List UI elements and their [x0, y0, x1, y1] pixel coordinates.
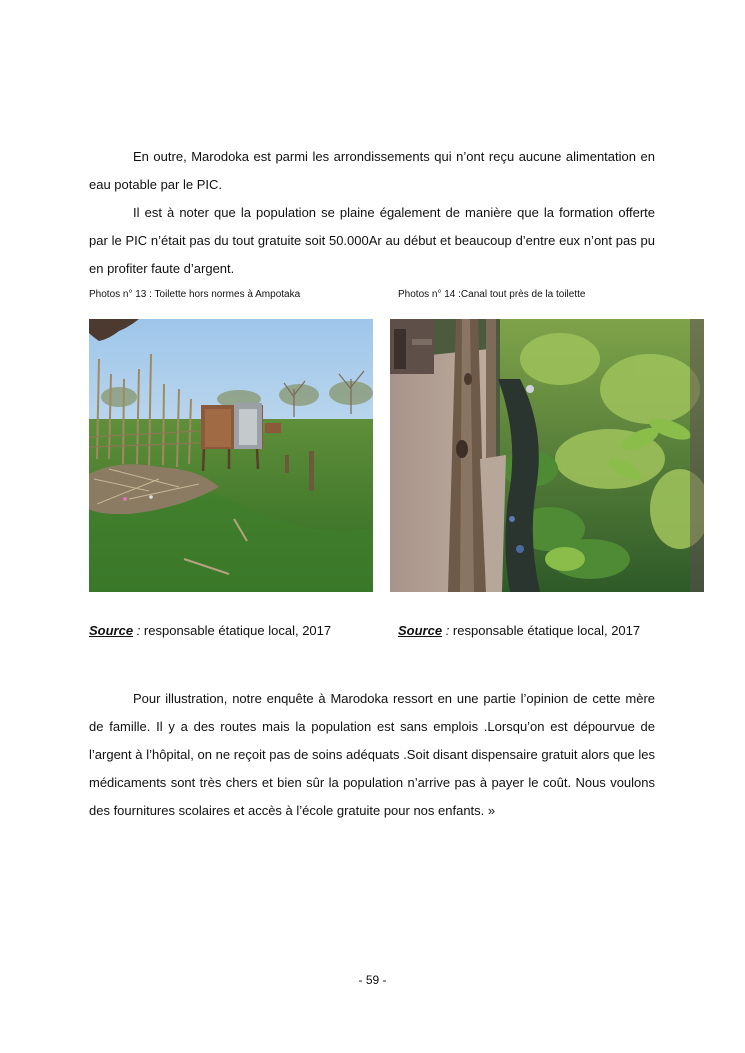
page-number: - 59 -	[358, 973, 387, 987]
photo-13-caption: Photos n° 13 : Toilette hors normes à Ampotaka	[89, 289, 301, 300]
source-text: responsable étatique local, 2017	[449, 623, 641, 638]
source-label: Source	[398, 623, 443, 638]
paragraph-2	[89, 199, 655, 283]
photo-14-canal-image	[390, 319, 704, 592]
photo-14-source: Source : responsable étatique local, 2017	[398, 623, 641, 638]
photo-14-caption: Photos n° 14 :Canal tout près de la toilette	[398, 289, 586, 300]
photo-13-toilet-image	[89, 319, 373, 592]
source-text: responsable étatique local, 2017	[140, 623, 332, 638]
paragraph-3-text: Pour illustration, notre enquête à Marodoka ressort en une partie l’opinion de cette mère de famille. Il y a des routes mais la population est sans emplois .Lorsqu’on est dépourvue de l’argent à l’hôpital, on ne reçoit pas de soins adéquats .Soit disant dispensaire gratuit alors que les médicaments sont très chers et bien sûr la population n’arrive pas à payer le coût. Nous voulons des fournitures scolaires et accès à l’école gratuite pour nos enfants. »	[89, 691, 655, 818]
photo-13-source: Source : responsable étatique local, 2017	[89, 623, 332, 638]
paragraph-1	[89, 143, 655, 199]
paragraph-3	[89, 685, 655, 825]
paragraph-1-text: En outre, Marodoka est parmi les arrondissements qui n’ont reçu aucune alimentation en eau potable par le PIC.	[89, 149, 655, 192]
source-label: Source	[89, 623, 134, 638]
paragraph-2-text: Il est à noter que la population se plaine également de manière que la formation offerte par le PIC n’était pas du tout gratuite soit 50.000Ar au début et beaucoup d’entre eux n’ont pas pu en profiter faute d’argent.	[89, 205, 655, 276]
